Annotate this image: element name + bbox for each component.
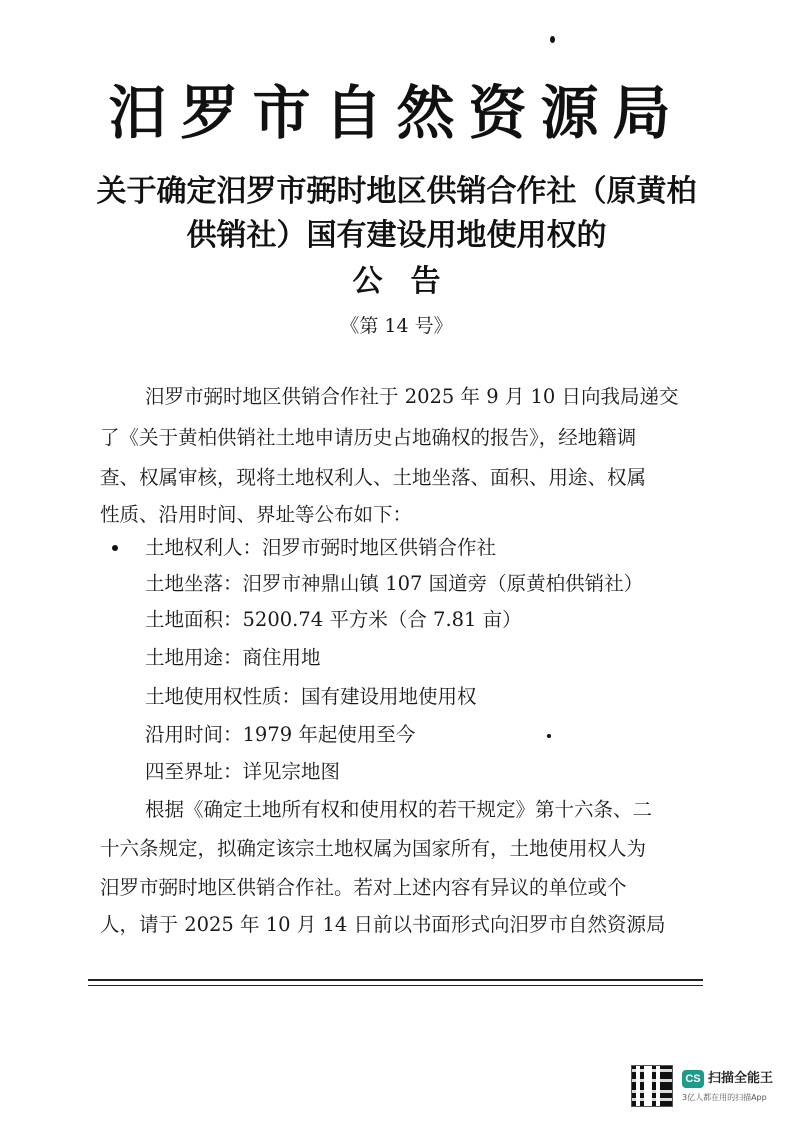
paragraph-line: 人，请于 2025 年 10 月 14 日前以书面形式向汨罗市自然资源局 <box>100 913 666 936</box>
paragraph-line: 根据《确定土地所有权和使用权的若干规定》第十六条、二 <box>145 798 653 821</box>
scan-speck <box>550 36 555 43</box>
document-number: 《第 14 号》 <box>340 315 453 337</box>
field-landowner: 土地权利人：汨罗市弼时地区供销合作社 <box>145 536 497 559</box>
notice-title-line-1: 关于确定汨罗市弼时地区供销合作社（原黄柏 <box>96 174 697 209</box>
field-boundaries: 四至界址：详见宗地图 <box>145 760 341 783</box>
scanner-app-tagline: 3亿人都在用的扫描App <box>682 1093 767 1102</box>
divider-rule <box>88 985 703 986</box>
divider-rule <box>88 979 703 981</box>
field-usage-period: 沿用时间：1979 年起使用至今 <box>145 723 416 746</box>
scanner-watermark <box>632 1064 784 1110</box>
paragraph-line: 性质、沿用时间、界址等公布如下： <box>100 503 413 526</box>
field-right-nature: 土地使用权性质：国有建设用地使用权 <box>145 685 477 708</box>
notice-title-line-2: 供销社）国有建设用地使用权的 <box>186 218 607 253</box>
field-usage: 土地用途：商住用地 <box>145 646 321 669</box>
scan-speck <box>547 734 551 738</box>
camscanner-logo-icon: CS <box>682 1070 704 1088</box>
field-area: 土地面积：5200.74 平方米（合 7.81 亩） <box>145 608 522 631</box>
scanner-app-name: 扫描全能王 <box>708 1071 774 1086</box>
bureau-name: 汨罗市自然资源局 <box>108 79 685 147</box>
paragraph-line: 汨罗市弼时地区供销合作社于 2025 年 9 月 10 日向我局递交 <box>145 385 679 408</box>
paragraph-line: 查、权属审核，现将土地权利人、土地坐落、面积、用途、权属 <box>100 466 647 489</box>
qr-code-texture <box>632 1066 672 1106</box>
paragraph-line: 汨罗市弼时地区供销合作社。若对上述内容有异议的单位或个 <box>100 876 627 899</box>
field-location: 土地坐落：汨罗市神鼎山镇 107 国道旁（原黄柏供销社） <box>145 572 644 595</box>
paragraph-line: 了《关于黄柏供销社土地申请历史占地确权的报告》，经地籍调 <box>100 426 637 449</box>
paragraph-line: 十六条规定，拟确定该宗土地权属为国家所有，土地使用权人为 <box>100 837 647 860</box>
bullet-mark <box>112 545 118 551</box>
notice-title-line-3: 公告 <box>352 264 469 299</box>
